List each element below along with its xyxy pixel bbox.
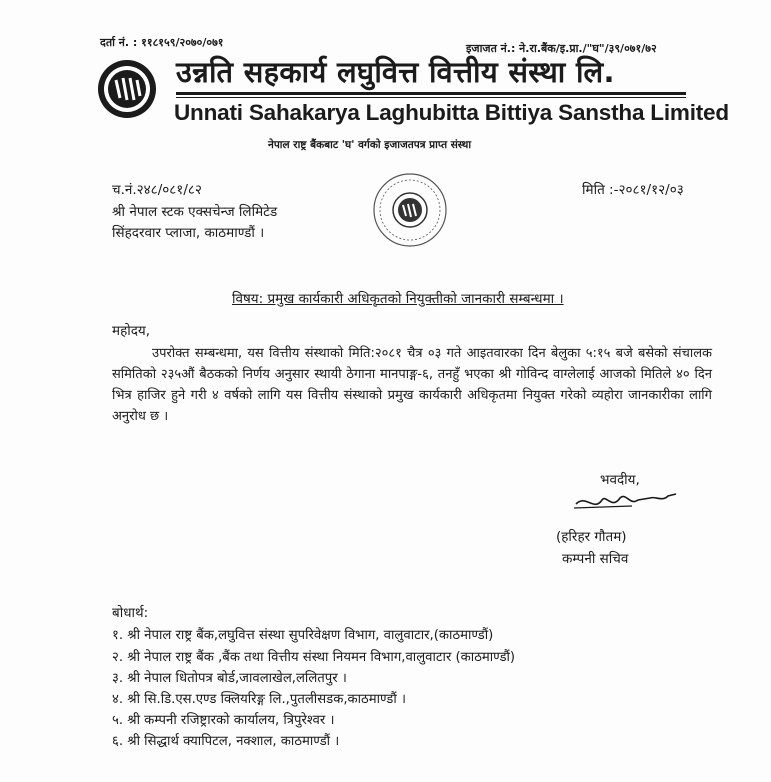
license-number: इजाजत नं.: ने.रा.बैंक/इ.प्रा./"घ"/३९/०७१/७२ — [466, 42, 657, 55]
org-name-nepali: उन्नति सहकार्य लघुवित्त वित्तीय संस्था लि. — [176, 55, 615, 89]
cc-item: ३. श्री नेपाल धितोपत्र बोर्ड,जावलाखेल,ललितपुर । — [112, 671, 347, 686]
letter-date: मिति :-२०८१/१२/०३ — [582, 182, 684, 198]
org-name-english: Unnati Sahakarya Laghubitta Bittiya Sanstha Limited — [174, 100, 729, 125]
cc-title: बोधार्थ: — [112, 605, 149, 621]
recipient-name: श्री नेपाल स्टक एक्सचेन्ज लिमिटेड — [112, 204, 278, 220]
handwritten-signature-icon — [572, 486, 682, 516]
cc-item: ५. श्री कम्पनी रजिष्ट्रारको कार्यालय, त्रिपुरेश्वर । — [112, 713, 335, 728]
recipient-address: सिंहदरवार प्लाजा, काठमाण्डौं । — [112, 225, 265, 241]
cc-item: २. श्री नेपाल राष्ट्र बैंक ,बैंक तथा वित्तीय संस्था नियमन विभाग,वालुवाटार (काठमाण्डौं) — [112, 650, 516, 665]
cc-item: ४. श्री सि.डि.एस.एण्ड क्लियरिङ्ग लि.,पुतलीसडक,काठमाण्डौं । — [112, 692, 406, 707]
org-logo-icon — [96, 58, 158, 120]
reference-number: च.नं.२४८/०८१/८२ — [112, 182, 202, 198]
cc-item: ६. श्री सिद्धार्थ क्यापिटल, नक्शाल, काठमाण्डौं । — [112, 734, 340, 749]
signatory-name: (हरिहर गौतम) — [556, 529, 627, 545]
closing-text: भवदीय, — [600, 472, 640, 488]
registration-number: दर्ता नं. : ११८१५९/२०७०/०७१ — [100, 36, 224, 49]
signatory-designation: कम्पनी सचिव — [562, 551, 629, 567]
letter-body: उपरोक्त सम्बन्धमा, यस वित्तीय संस्थाको मिति:२०८१ चैत्र ०३ गते आइतवारका दिन बेलुका ५:१५ बजे बसेको संचालक समितिको २३५औं बैठकको निर्णय अनुसार स्थायी ठेगाना मानपाङ्ग-६, तनहुँ भएका श्री गोविन्द वाग्लेलाई आजको मितिले ४० दिन भित्र हाजिर हुने गरी ४ वर्षको लागि यस वित्तीय संस्थाको प्रमुख कार्यकारी अधिकृतमा नियुक्त गरेको व्यहोरा जानकारीका लागि अनुरोध छ । — [112, 346, 712, 424]
salutation: महोदय, — [112, 323, 151, 339]
letter-subject: विषय: प्रमुख कार्यकारी अधिकृतको नियुक्तीको जानकारी सम्बन्धमा । — [232, 291, 564, 307]
header-rule-thick — [176, 92, 686, 95]
header-rule-thin — [176, 97, 686, 98]
org-tagline: नेपाल राष्ट्र बैंकबाट 'घ' वर्गको इजाजतपत्र प्राप्त संस्था — [268, 139, 472, 151]
cc-item: १. श्री नेपाल राष्ट्र बैंक,लघुवित्त संस्था सुपरिवेक्षण विभाग, वालुवाटार,(काठमाण्डौं) — [112, 628, 494, 643]
company-seal-icon — [372, 172, 448, 248]
